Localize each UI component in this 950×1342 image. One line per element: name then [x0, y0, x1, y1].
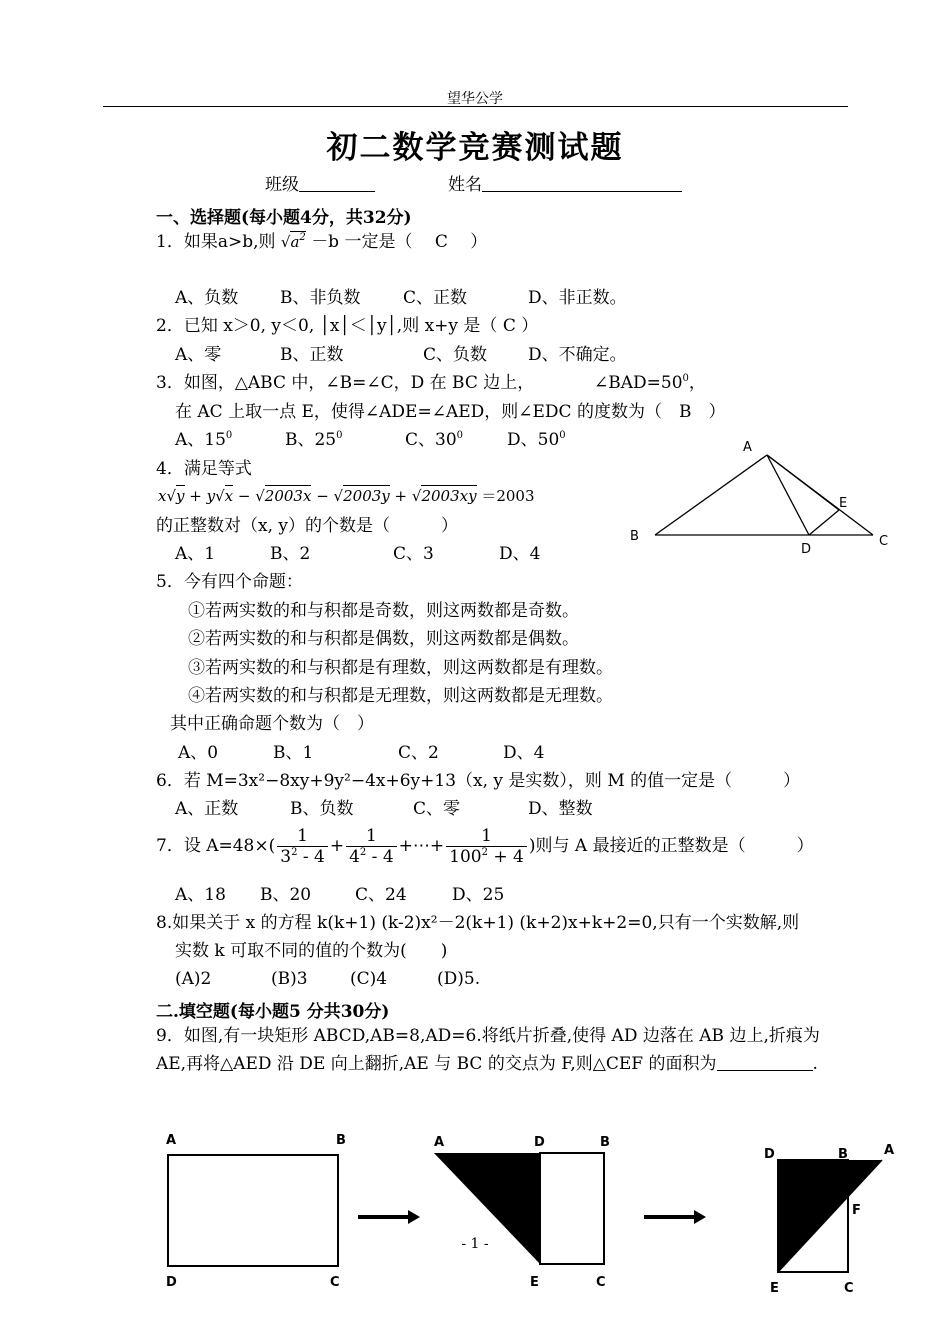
- q3-opt-a: A、$15^0$: [175, 430, 233, 450]
- section-1-heading: 一、选择题(每小题4分，共32分): [156, 208, 412, 228]
- label-e: E: [839, 496, 848, 511]
- svg-text:F: F: [852, 1203, 861, 1218]
- arrow-2: [644, 1210, 706, 1224]
- q7-opt-b: B、20: [260, 885, 312, 905]
- question-4-equation: x√y + y√x − √2003x − √2003y + √2003xy ＝2003: [158, 487, 535, 505]
- q7-suffix: )则与 A 最接近的正整数是（ ）: [528, 836, 814, 856]
- q3-opt-d: D、$50^0$: [507, 430, 566, 450]
- class-blank: [299, 175, 375, 192]
- q4-opt-c: C、3: [393, 544, 434, 564]
- svg-text:C: C: [844, 1281, 854, 1296]
- q5-opt-c: C、2: [398, 743, 439, 763]
- segment-ae: [767, 455, 839, 510]
- arrow-1: [358, 1210, 420, 1224]
- q7-frac-1: $\frac{1}{3^2 - 4}$: [277, 826, 328, 867]
- q5-opt-d: D、4: [503, 743, 545, 763]
- question-7: 7．设 A=48×( $\frac{1}{3^2 - 4}$ + $\frac{1}{4^2 - 4}$ +⋯+ $\frac{1}{100^2 + 4}$ )则与 A 最接近的正整数是（ ）: [156, 826, 814, 867]
- q7-opt-d: D、25: [452, 885, 505, 905]
- page-number: - 1 -: [461, 1236, 489, 1252]
- segment-ad: [767, 455, 809, 535]
- q7-opt-c: C、24: [355, 885, 407, 905]
- name-label: 姓名: [448, 175, 482, 195]
- svg-text:D: D: [764, 1147, 775, 1162]
- q6-opt-b: B、负数: [290, 799, 354, 819]
- q1-text-b: －b 一定是（ C ）: [311, 232, 488, 252]
- q6-opt-d: D、整数: [528, 799, 593, 819]
- q7-opt-a: A、18: [175, 885, 226, 905]
- question-3-angle: $\angle BAD=50^0$，: [594, 373, 706, 393]
- question-8-line1: 8.如果关于 x 的方程 k(k+1) (k-2)x²－2(k+1) (k+2)x+k+2=0,只有一个实数解,则: [156, 913, 800, 933]
- question-1: [156, 232, 487, 252]
- svg-text:A: A: [166, 1133, 177, 1148]
- svg-text:A: A: [884, 1143, 895, 1158]
- q1-opt-c: C、正数: [403, 288, 468, 308]
- question-3-line2: 在 AC 上取一点 E，使得∠ADE=∠AED，则∠EDC 的度数为（ B ）: [175, 402, 726, 422]
- q5-item-3: ③若两实数的和与积都是有理数，则这两数都是有理数。: [188, 658, 613, 678]
- q1-opt-a: A、负数: [175, 288, 239, 308]
- label-d: D: [801, 542, 812, 557]
- question-4-line1: 4．满足等式: [156, 459, 252, 479]
- q9-answer-blank: [717, 1054, 813, 1071]
- q4-opt-b: B、2: [270, 544, 311, 564]
- q6-opt-c: C、零: [413, 799, 461, 819]
- q2-opt-d: D、不确定。: [528, 345, 627, 365]
- q8-opt-c: (C)4: [350, 969, 388, 989]
- q5-item-1: ①若两实数的和与积都是奇数，则这两数都是奇数。: [188, 601, 579, 621]
- question-2: 2．已知 x＞0, y＜0, │x│＜│y│,则 x+y 是（ C ）: [156, 316, 539, 336]
- triangle-figure: [625, 433, 895, 558]
- svg-text:E: E: [770, 1281, 779, 1296]
- q2-opt-b: B、正数: [280, 345, 344, 365]
- q2-opt-c: C、负数: [423, 345, 488, 365]
- q3-opt-b: B、$25^0$: [285, 430, 343, 450]
- q2-opt-a: A、零: [175, 345, 222, 365]
- svg-text:C: C: [330, 1275, 340, 1290]
- question-5-line1: 5．今有四个命题：: [156, 572, 303, 592]
- label-b: B: [630, 529, 639, 544]
- question-9-line1: 9．如图,有一块矩形 ABCD,AB=8,AD=6.将纸片折叠,使得 AD 边落在 AB 边上,折痕为: [156, 1026, 820, 1046]
- class-label: 班级: [265, 175, 299, 195]
- q5-item-2: ②若两实数的和与积都是偶数，则这两数都是偶数。: [188, 629, 579, 649]
- figure-fold-1: [434, 1135, 610, 1290]
- folding-figures: [150, 1120, 910, 1300]
- question-4-line3: 的正整数对（x, y）的个数是（ ）: [156, 516, 458, 536]
- q8-opt-a: (A)2: [175, 969, 212, 989]
- q7-frac-3: $\frac{1}{100^2 + 4}$: [446, 826, 527, 867]
- question-8-line2: 实数 k 可取不同的值的个数为( ): [175, 941, 448, 961]
- q5-item-4: ④若两实数的和与积都是无理数，则这两数都是无理数。: [188, 686, 613, 706]
- figure-fold-2: [764, 1143, 894, 1296]
- q1-text-a: 1．如果a>b,则: [156, 232, 276, 252]
- name-field: [448, 175, 682, 195]
- q5-opt-a: A、0: [178, 743, 219, 763]
- q7-frac-2: $\frac{1}{4^2 - 4}$: [346, 826, 397, 867]
- q3-opt-c: C、$30^0$: [405, 430, 464, 450]
- figure-rectangle: [166, 1133, 346, 1290]
- svg-text:D: D: [534, 1135, 545, 1150]
- svg-text:B: B: [838, 1147, 848, 1162]
- q6-opt-a: A、正数: [175, 799, 239, 819]
- svg-text:B: B: [336, 1133, 346, 1148]
- q4-opt-a: A、1: [175, 544, 216, 564]
- label-c: C: [879, 534, 889, 549]
- question-5-prompt: 其中正确命题个数为（ ）: [170, 714, 374, 734]
- segment-de: [809, 510, 839, 535]
- svg-text:C: C: [596, 1275, 606, 1290]
- svg-text:D: D: [166, 1275, 177, 1290]
- q8-opt-b: (B)3: [271, 969, 308, 989]
- section-2-heading: 二.填空题(每小题5 分共30分): [156, 1002, 390, 1022]
- class-field: [265, 175, 375, 195]
- page-title: 初二数学竞赛测试题: [326, 130, 624, 166]
- q7-prefix: 7．设 A=48×(: [156, 836, 276, 856]
- q5-opt-b: B、1: [273, 743, 314, 763]
- q1-sqrt: $√a^2$: [280, 232, 306, 251]
- q8-opt-d: (D)5.: [437, 969, 481, 989]
- q4-opt-d: D、4: [499, 544, 541, 564]
- question-9-line2: AE,再将△AED 沿 DE 向上翻折,AE 与 BC 的交点为 F,则△CEF 的面积为 .: [156, 1054, 818, 1074]
- header-rule: [103, 106, 848, 107]
- page-header: 望华公学: [447, 91, 503, 107]
- name-blank: [482, 175, 682, 192]
- q1-opt-b: B、非负数: [280, 288, 361, 308]
- question-6: 6．若 M=3x²−8xy+9y²−4x+6y+13（x, y 是实数），则 M 的值一定是（ ）: [156, 771, 801, 791]
- label-a: A: [743, 440, 752, 455]
- svg-text:A: A: [434, 1135, 445, 1150]
- segment-ab: [655, 455, 767, 535]
- question-3-line1: 3．如图，△ABC 中，∠B=∠C，D 在 BC 边上，: [156, 373, 535, 393]
- q1-opt-d: D、非正数。: [528, 288, 627, 308]
- svg-text:E: E: [530, 1275, 539, 1290]
- svg-text:B: B: [600, 1135, 610, 1150]
